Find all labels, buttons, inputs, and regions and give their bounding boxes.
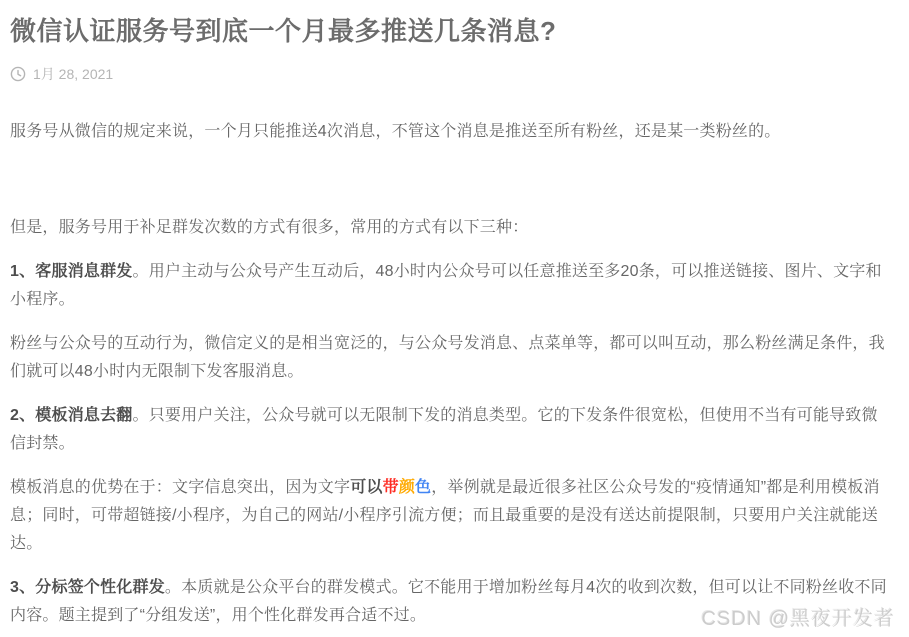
article-meta: [10, 64, 893, 84]
text-segment: 。用户主动与公众号产生互动后，48小时内公众号可以任意推送至多20条，可以推送链接、图片、文字和小程序。: [10, 263, 882, 308]
article-body: [10, 118, 893, 630]
text-segment: 但是，服务号用于补足群发次数的方式有很多，常用的方式有以下三种：: [10, 219, 529, 236]
publish-date: 1月 28, 2021: [33, 66, 114, 82]
text-segment: 1、客服消息群发: [10, 263, 133, 280]
text-segment: 色: [415, 479, 432, 496]
text-segment: 3、分标签个性化群发: [10, 579, 165, 596]
csdn-watermark: CSDN @黑夜开发者: [701, 608, 895, 630]
text-segment: 模板消息的优势在于：文字信息突出，因为文字: [10, 479, 351, 496]
paragraph-3: [10, 214, 893, 242]
text-segment: ，举例就是最近很多社区公众号发的“疫情通知”都是利用模板消息；同时，可带超链接/小程序，为自己的网站/小程序引流方便；而且最重要的是没有送达前提限制，只要用户关注就能送达。: [10, 479, 880, 552]
paragraph-7: [10, 474, 893, 558]
text-segment: 粉丝与公众号的互动行为，微信定义的是相当宽泛的，与公众号发消息、点菜单等，都可以叫互动，那么粉丝满足条件，我们就可以48小时内无限制下发客服消息。: [10, 335, 885, 380]
text-segment: 。只要用户关注，公众号就可以无限制下发的消息类型。它的下发条件很宽松，但使用不当有可能导致微信封禁。: [10, 407, 878, 452]
paragraph-1: [10, 118, 893, 146]
text-segment: 颜: [398, 479, 416, 496]
text-segment: 服务号从微信的规定来说，一个月只能推送4次消息，不管这个消息是推送至所有粉丝，还是某一类粉丝的。: [10, 123, 781, 140]
text-segment: 带: [382, 479, 399, 496]
paragraph-6: [10, 402, 893, 458]
text-segment: 可以: [350, 479, 383, 496]
paragraph-2: [10, 162, 893, 198]
paragraph-5: [10, 330, 893, 386]
article-title: 微信认证服务号到底一个月最多推送几条消息?: [10, 16, 557, 46]
text-segment: 2、模板消息去翻: [10, 407, 133, 424]
clock-icon: [10, 66, 26, 82]
paragraph-4: [10, 258, 893, 314]
text-segment: 。本质就是公众平台的群发模式。它不能用于增加粉丝每月4次的收到次数，但可以让不同粉丝收不同内容。题主提到了“分组发送”，用个性化群发再合适不过。: [10, 579, 887, 624]
